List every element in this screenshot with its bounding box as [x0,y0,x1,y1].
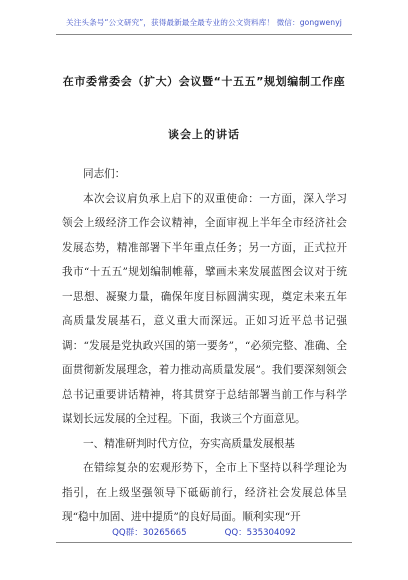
document-subtitle: 谈会上的讲话 [168,128,240,141]
header-divider [56,34,352,35]
footer-qq-group: QQ群：30265665 [112,528,187,538]
header-notice: 关注头条号“公文研究”，获得最新最全最专业的公文资料库！ 微信：gongwenyj [66,18,342,27]
footer-divider [56,542,352,543]
footer-qq: QQ：535304092 [224,528,296,538]
section-heading: 一、精准研判时代方位，夯实高质量发展根基 [83,437,295,450]
body-paragraph: 本次会议肩负承上启下的双重使命：一方面，深入学习领会上级经济工作会议精神，全面审视上半年全市经济社会发展态势，精准部署下半年重点任务；另一方面，正式拉开我市“十五五”规划编制帷幕，擘画未来发展蓝图会议对于统一思想、凝聚力量，确保年度目标圆满实现，奠定未来五年高质量发展基石，意义重大而深远。正如习近平总书记强调：“发展是党执政兴国的第一要务”，“必须完整、准确、全面贯彻新发展理念，着力推动高质量发展”。我们要深刻领会总书记重要讲话精神，将其贯穿于总结部署当前工作与科学谋划长远发展的全过程。下面，我谈三个方面意见。 [62,192,347,425]
salutation: 同志们： [83,168,126,180]
document-body [62,162,347,530]
page-header [0,0,408,44]
body-paragraph: 在错综复杂的宏观形势下，全市上下坚持以科学理论为指引，在上级坚强领导下砥砺前行，经济社会发展总体呈现“稳中加固、进中提质”的良好局面。顺利实现“开 [62,462,347,523]
page-footer [0,526,408,538]
document-title: 在市委常委会（扩大）会议暨“十五五”规划编制工作座 [62,75,346,88]
